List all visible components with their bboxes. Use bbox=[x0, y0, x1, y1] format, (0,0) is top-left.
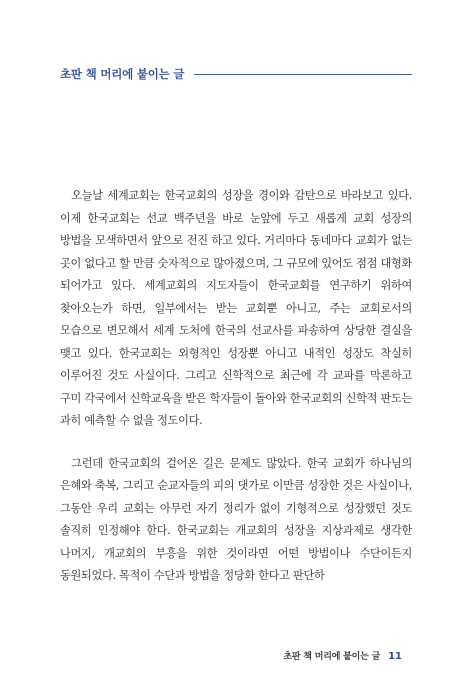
paragraph-1: 오늘날 세계교회는 한국교회의 성장을 경이와 감탄으로 바라보고 있다. 이제 한국교회는 선교 백주년을 바로 눈앞에 두고 새롭게 교회 성장의 방법을 모색하면서 앞으로 전진 하고 있다. 거리마다 동네마다 교회가 없는 곳이 없다고 할 만큼 숫자적으로 많아졌으며, 그 규모에 있어도 점점 대형화 되어가고 있다. 세계교회의 지도자들이 한국교회를 연구하기 위하여 찾아오는가 하면, 일부에서는 받는 교회뿐 아니고, 주는 교회로서의 모습으로 변모해서 세계 도처에 한국의 선교사를 파송하여 상당한 결실을 맺고 있다. 한국교회는 외형적인 성장뿐 아니고 내적인 성장도 착실히 이루어진 것도 사실이다. 그리고 신학적으로 최근에 각 교파를 막론하고 구미 각국에서 신학교육을 받은 학자들이 돌아와 한국교회의 신학적 판도는 과히 예측할 수 없을 정도이다. bbox=[60, 189, 412, 427]
running-title: 초판 책 머리에 붙이는 글 bbox=[283, 652, 381, 662]
page-footer bbox=[283, 649, 402, 662]
section-header bbox=[60, 66, 412, 82]
section-title: 초판 책 머리에 붙이는 글 bbox=[60, 67, 185, 81]
body-text bbox=[60, 185, 412, 588]
page-number: 11 bbox=[388, 651, 402, 662]
paragraph-2: 그런데 한국교회의 걸어온 길은 문제도 많았다. 한국 교회가 하나님의 은혜와 축복, 그리고 순교자들의 피의 댓가로 이만큼 성장한 것은 사실이나, 그동안 우리 교회는 아무런 자기 정리가 없이 기형적으로 성장했던 것도 솔직히 인정해야 한다. 한국교회는 개교회의 성장을 지상과제로 생각한 나머지, 개교회의 부흥을 위한 것이라면 어떤 방법이나 수단이든지 동원되었다. 목적이 수단과 방법을 정당화 한다고 판단하 bbox=[60, 456, 412, 582]
header-rule bbox=[194, 74, 412, 75]
